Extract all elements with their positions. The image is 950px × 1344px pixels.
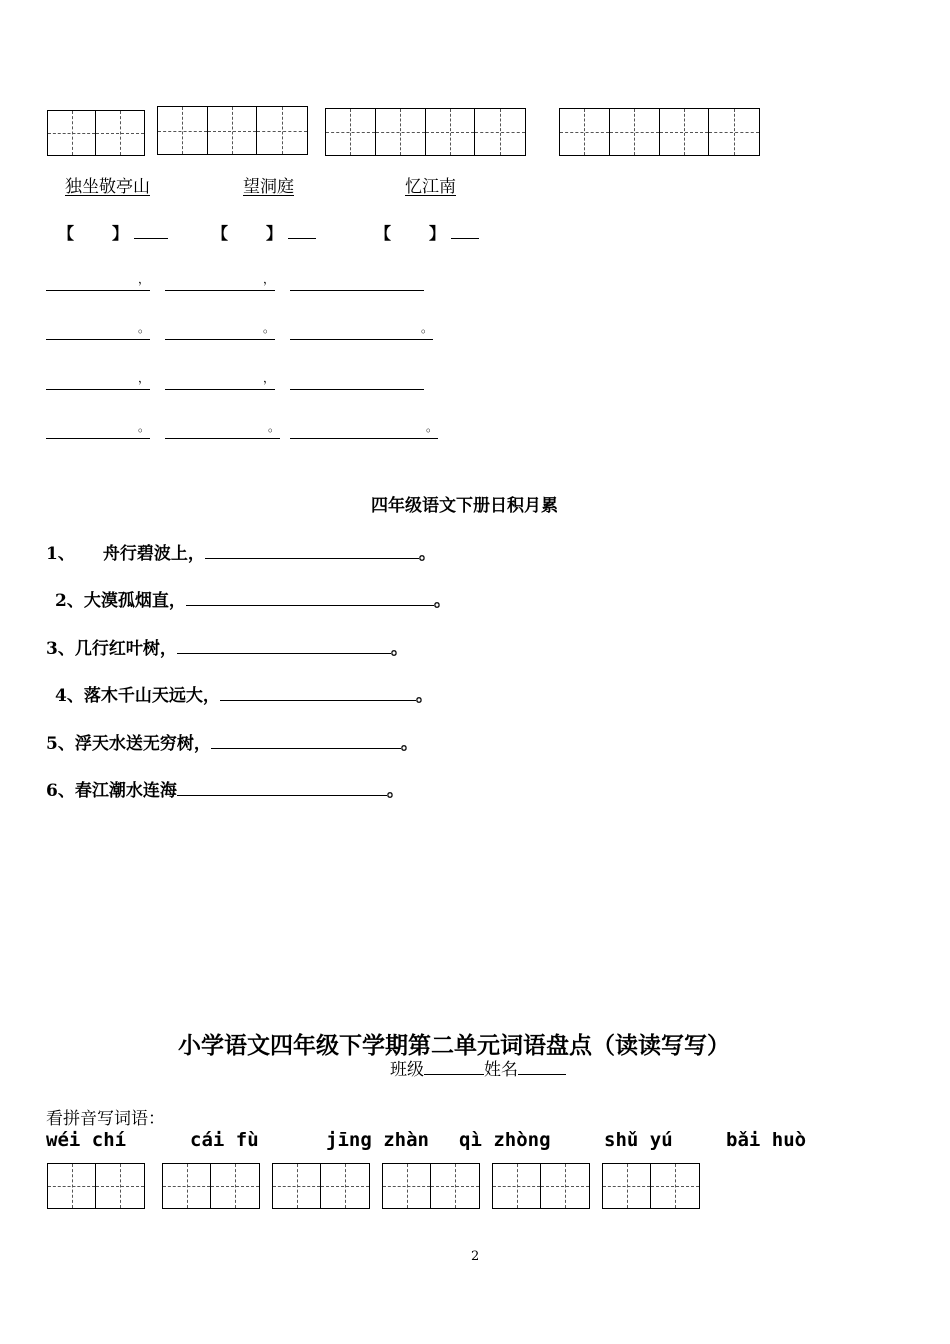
grid-cell[interactable]: [383, 1164, 431, 1208]
grid-cell[interactable]: [709, 109, 759, 155]
writing-line[interactable]: [290, 270, 424, 291]
pinyin-4: qì zhòng: [459, 1129, 551, 1151]
close-bracket: 】: [429, 224, 446, 243]
grid-cell[interactable]: [96, 1164, 144, 1208]
poem-title: 忆江南: [405, 177, 456, 197]
punctuation: 。: [267, 420, 280, 434]
grid-group-3[interactable]: [325, 108, 526, 156]
grid-cell[interactable]: [257, 107, 307, 154]
punctuation: 。: [418, 544, 436, 564]
answer-line[interactable]: [211, 732, 401, 749]
grid-cell[interactable]: [475, 109, 525, 155]
item-number: 3、: [46, 639, 75, 659]
answer-grid-6[interactable]: [602, 1163, 700, 1209]
grid-cell[interactable]: [163, 1164, 211, 1208]
writing-line[interactable]: [290, 319, 433, 340]
pinyin-2: cái fù: [190, 1129, 259, 1151]
grid-cell[interactable]: [560, 109, 610, 155]
worksheet-title: 小学语文四年级下学期第二单元词语盘点（读读写写）: [178, 1032, 730, 1059]
open-bracket: 【: [58, 224, 75, 243]
page-number: 2: [471, 1249, 480, 1264]
fill-item-1: [46, 539, 436, 564]
writing-line[interactable]: [46, 319, 150, 340]
item-number: 6、: [46, 781, 75, 801]
grid-cell[interactable]: [610, 109, 660, 155]
punctuation: 。: [433, 591, 451, 611]
writing-line[interactable]: [290, 369, 424, 390]
fill-item-2: [55, 586, 451, 611]
section-title: 四年级语文下册日积月累: [371, 496, 558, 516]
grid-group-2[interactable]: [157, 106, 308, 155]
grid-cell[interactable]: [326, 109, 376, 155]
grid-group-4[interactable]: [559, 108, 760, 156]
answer-line[interactable]: [220, 684, 416, 701]
item-text: 几行红叶树，: [74, 639, 177, 659]
item-text: 大漠孤烟直，: [83, 591, 186, 611]
open-bracket: 【: [212, 224, 229, 243]
grid-cell[interactable]: [376, 109, 426, 155]
class-label: 班级: [390, 1060, 424, 1080]
answer-grid-2[interactable]: [162, 1163, 260, 1209]
answer-grid-4[interactable]: [382, 1163, 480, 1209]
fill-item-4: [55, 681, 433, 706]
writing-line[interactable]: [165, 369, 275, 390]
instruction: 看拼音写词语：: [46, 1109, 165, 1129]
writing-line[interactable]: [165, 319, 275, 340]
writing-line[interactable]: [46, 270, 150, 291]
pinyin-5: shǔ yú: [604, 1129, 673, 1151]
item-number: 1、: [46, 544, 75, 564]
writing-line[interactable]: [165, 418, 280, 439]
answer-grid-3[interactable]: [272, 1163, 370, 1209]
grid-cell[interactable]: [541, 1164, 589, 1208]
punctuation: 。: [262, 321, 275, 335]
pinyin-3: jīng zhàn: [326, 1129, 429, 1151]
grid-cell[interactable]: [321, 1164, 369, 1208]
item-text: 舟行碧波上，: [102, 544, 205, 564]
grid-cell[interactable]: [211, 1164, 259, 1208]
writing-line[interactable]: [46, 369, 150, 390]
writing-line[interactable]: [46, 418, 150, 439]
bracket-blank-2[interactable]: [212, 221, 316, 244]
class-name-row: [390, 1055, 566, 1080]
answer-line[interactable]: [205, 542, 419, 559]
grid-cell[interactable]: [48, 1164, 96, 1208]
punctuation: 。: [137, 420, 150, 434]
writing-line[interactable]: [290, 418, 438, 439]
punctuation: 。: [390, 639, 408, 659]
name-label: 姓名: [484, 1060, 518, 1080]
punctuation: 。: [386, 781, 404, 801]
punctuation: ，: [262, 371, 275, 385]
grid-cell[interactable]: [651, 1164, 699, 1208]
punctuation: 。: [420, 321, 433, 335]
answer-line[interactable]: [186, 589, 434, 606]
open-bracket: 【: [375, 224, 392, 243]
bracket-blank-1[interactable]: [58, 221, 168, 244]
punctuation: 。: [137, 321, 150, 335]
close-bracket: 】: [112, 224, 129, 243]
punctuation: ，: [262, 272, 275, 286]
punctuation: ，: [137, 371, 150, 385]
grid-group-1[interactable]: [47, 110, 145, 156]
item-text: 落木千山天远大，: [83, 686, 220, 706]
answer-grid-1[interactable]: [47, 1163, 145, 1209]
item-number: 4、: [55, 686, 84, 706]
item-text: 春江潮水连海: [74, 781, 177, 801]
writing-line[interactable]: [165, 270, 275, 291]
poem-title: 望洞庭: [243, 177, 294, 197]
punctuation: 。: [425, 420, 438, 434]
answer-line[interactable]: [177, 779, 387, 796]
item-number: 2、: [55, 591, 84, 611]
item-text: 浮天水送无穷树，: [74, 734, 211, 754]
fill-item-5: [46, 729, 418, 754]
poem-title: 独坐敬亭山: [65, 177, 150, 197]
grid-cell[interactable]: [603, 1164, 651, 1208]
grid-cell[interactable]: [158, 107, 208, 154]
grid-cell[interactable]: [96, 111, 144, 155]
grid-cell[interactable]: [426, 109, 476, 155]
grid-cell[interactable]: [493, 1164, 541, 1208]
answer-blank[interactable]: [288, 224, 316, 239]
fill-item-3: [46, 634, 408, 659]
pinyin-1: wéi chí: [46, 1129, 127, 1151]
punctuation: ，: [137, 272, 150, 286]
answer-line[interactable]: [177, 637, 391, 654]
answer-blank[interactable]: [451, 224, 479, 239]
name-field[interactable]: [518, 1060, 566, 1075]
grid-cell[interactable]: [273, 1164, 321, 1208]
fill-item-6: [46, 776, 404, 801]
answer-blank[interactable]: [134, 224, 168, 239]
pinyin-6: bǎi huò: [726, 1129, 807, 1151]
bracket-blank-3[interactable]: [375, 221, 479, 244]
grid-cell[interactable]: [48, 111, 96, 155]
item-number: 5、: [46, 734, 75, 754]
punctuation: 。: [415, 686, 433, 706]
answer-grid-5[interactable]: [492, 1163, 590, 1209]
grid-cell[interactable]: [660, 109, 710, 155]
grid-cell[interactable]: [208, 107, 258, 154]
class-field[interactable]: [424, 1060, 484, 1075]
grid-cell[interactable]: [431, 1164, 479, 1208]
close-bracket: 】: [266, 224, 283, 243]
punctuation: 。: [400, 734, 418, 754]
